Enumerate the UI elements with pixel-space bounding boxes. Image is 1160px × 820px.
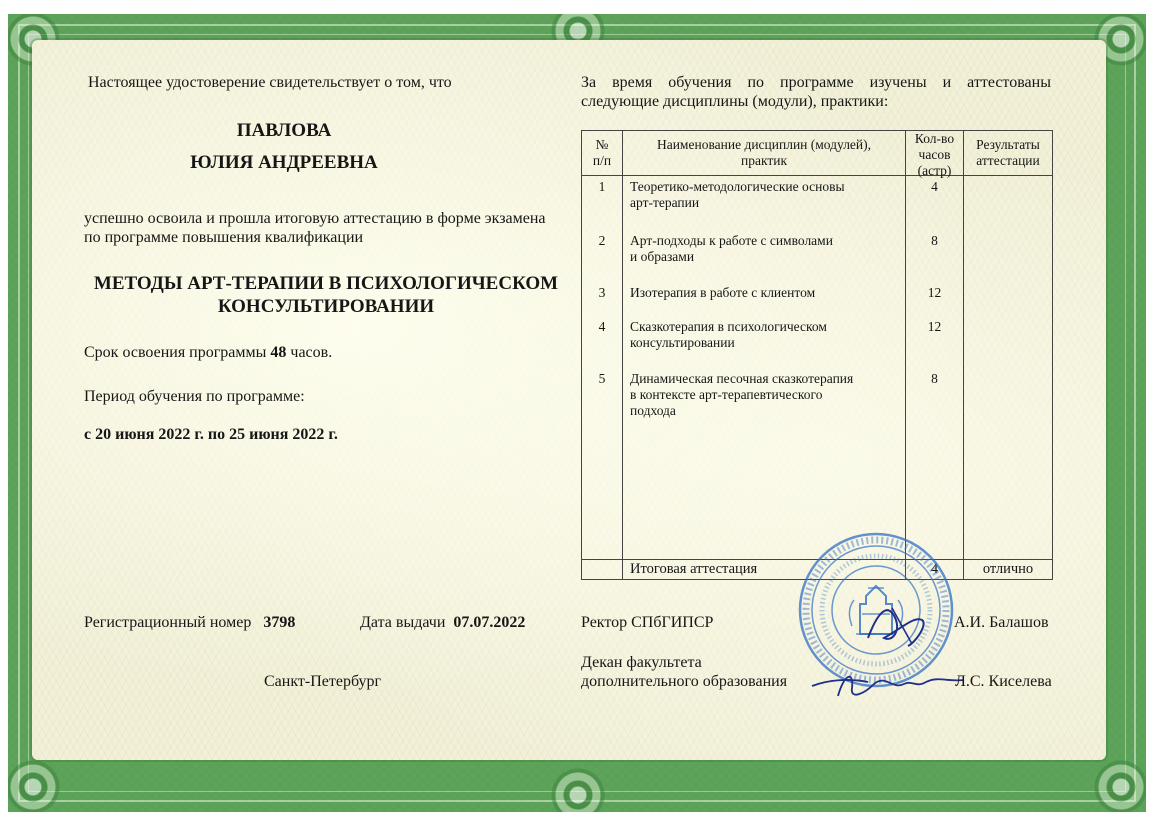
row-hours: 4	[931, 179, 938, 194]
registration	[84, 614, 295, 632]
table-column-divider	[963, 131, 964, 579]
header-result-line-1: Результаты	[976, 137, 1040, 152]
final-attestation-name: Итоговая аттестация	[630, 561, 758, 577]
subjects-table	[581, 130, 1053, 580]
row-hours: 8	[931, 233, 938, 248]
header-hours-line-2: часов	[918, 147, 951, 162]
header-hours-line-1: Кол-во	[914, 131, 955, 146]
row-hours: 8	[931, 371, 938, 386]
right-intro-line-2: следующие дисциплины (модули), практики:	[581, 93, 889, 110]
header-name-line-1: Наименование дисциплин (модулей),	[656, 137, 872, 152]
rector-signature	[862, 598, 942, 654]
intro-word: по	[747, 74, 764, 91]
intro-word: аттестованы	[967, 74, 1051, 91]
intro-text: Настоящее удостоверение свидетельствует о том, что	[88, 74, 452, 91]
row-name-line-2: и образами	[630, 249, 695, 264]
row-name	[630, 233, 833, 265]
header-number	[582, 137, 622, 169]
final-attestation-hours: 4	[930, 561, 939, 577]
completion-line-2: по программе повышения квалификации	[84, 229, 364, 246]
city: Санкт-Петербург	[264, 673, 382, 690]
row-name	[630, 371, 853, 419]
header-result-line-2: аттестации	[976, 153, 1040, 168]
row-name-line-1: Изотерапия в работе с клиентом	[630, 285, 816, 300]
table-column-divider	[622, 131, 623, 579]
program-title-line-2: КОНСУЛЬТИРОВАНИИ	[217, 296, 435, 317]
row-name-line-3: подхода	[630, 403, 676, 418]
table-column-divider	[905, 131, 906, 579]
dean-signature	[808, 660, 968, 708]
header-hours-line-3: (астр)	[917, 163, 952, 178]
row-number: 1	[598, 179, 606, 194]
row-hours: 12	[927, 285, 942, 300]
row-name	[630, 285, 815, 301]
header-name	[623, 137, 905, 169]
period-value: с 20 июня 2022 г. по 25 июня 2022 г.	[84, 426, 338, 443]
row-name-line-2: консультировании	[630, 335, 735, 350]
dean-label-line-1: Декан факультета	[581, 654, 702, 671]
surname: ПАВЛОВА	[236, 120, 332, 141]
header-number-line-2: п/п	[592, 153, 612, 168]
registration-label: Регистрационный номер	[84, 614, 252, 631]
row-number: 3	[598, 285, 606, 300]
right-intro-line-1	[581, 74, 1051, 92]
issue-date-label: Дата выдачи	[360, 614, 446, 631]
row-number: 5	[598, 371, 606, 386]
dean-name: Л.С. Киселева	[955, 673, 1052, 690]
intro-word: программе	[780, 74, 854, 91]
final-attestation-result: отлично	[982, 561, 1034, 577]
row-name-line-1: Динамическая песочная сказкотерапия	[630, 371, 854, 386]
duration-prefix: Срок освоения программы	[84, 344, 271, 361]
registration-number: 3798	[263, 614, 296, 631]
row-name-line-2: арт-терапии	[630, 195, 700, 210]
header-name-line-2: практик	[740, 153, 788, 168]
rector-name: А.И. Балашов	[954, 614, 1049, 631]
row-hours: 12	[927, 319, 942, 334]
row-name-line-1: Теоретико-методологические основы	[630, 179, 845, 194]
table-header-divider	[582, 175, 1052, 176]
row-name-line-1: Сказкотерапия в психологическом	[630, 319, 827, 334]
issue-date-value: 07.07.2022	[453, 614, 526, 631]
header-number-line-1: №	[595, 137, 609, 152]
completion-line-1: успешно освоила и прошла итоговую аттестацию в форме экзамена	[84, 210, 546, 227]
period-label: Период обучения по программе:	[84, 388, 305, 405]
row-number: 4	[598, 319, 606, 334]
row-name-line-1: Арт-подходы к работе с символами	[630, 233, 833, 248]
intro-word: За	[581, 74, 597, 91]
row-name	[630, 319, 827, 351]
program-title-line-1: МЕТОДЫ АРТ-ТЕРАПИИ В ПСИХОЛОГИЧЕСКОМ	[93, 273, 559, 294]
intro-word: и	[942, 74, 952, 91]
dean-label-line-2: дополнительного образования	[581, 673, 788, 690]
row-name	[630, 179, 845, 211]
header-result	[964, 137, 1052, 169]
intro-word: изучены	[869, 74, 927, 91]
row-number: 2	[598, 233, 606, 248]
row-name-line-2: в контексте арт-терапевтического	[630, 387, 823, 402]
intro-word: время	[612, 74, 653, 91]
issue-date	[360, 614, 525, 632]
duration-value: 48	[270, 344, 287, 361]
duration-suffix: часов.	[286, 344, 333, 361]
header-hours	[906, 131, 963, 179]
intro-word: обучения	[668, 74, 732, 91]
given-names: ЮЛИЯ АНДРЕЕВНА	[190, 152, 378, 173]
rector-label: Ректор СПбГИПСР	[581, 614, 714, 631]
program-duration	[84, 344, 332, 362]
